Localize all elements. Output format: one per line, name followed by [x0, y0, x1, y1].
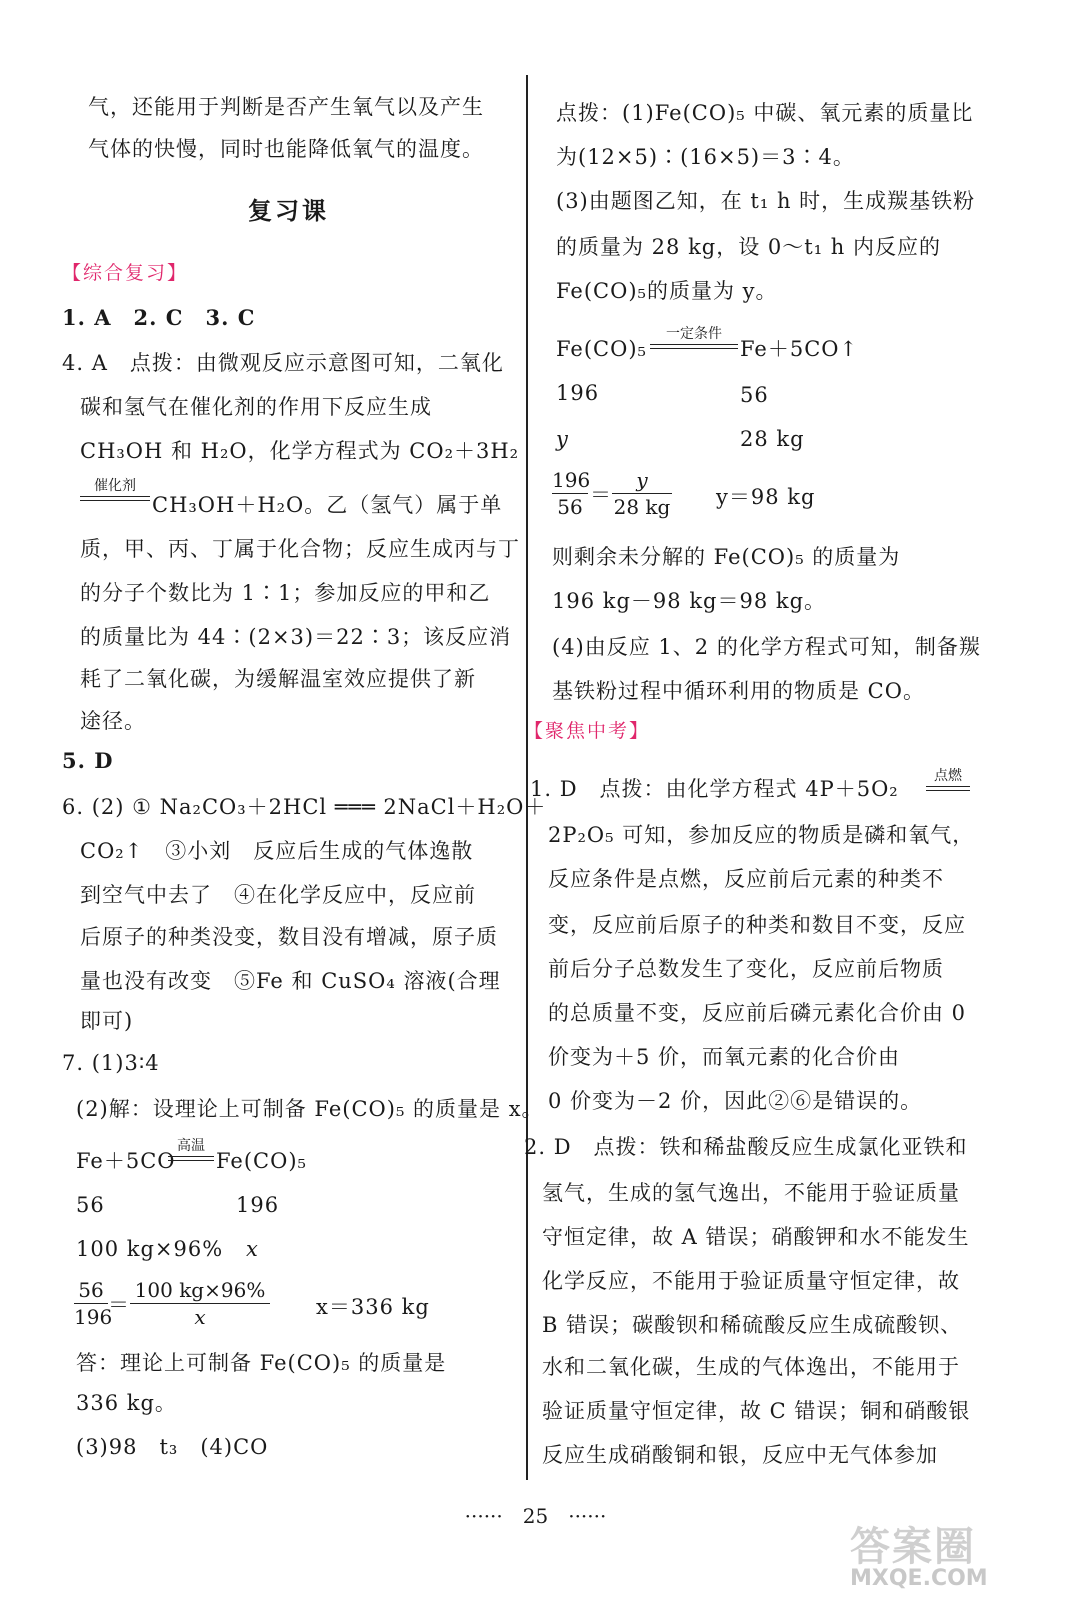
answer-line: 1. A 2. C 3. C	[62, 305, 256, 330]
text-line: 196 kg－98 kg＝98 kg。	[552, 589, 827, 613]
text-line: 水和二氧化碳，生成的气体逸出，不能用于	[542, 1355, 960, 1379]
text-line: 到空气中去了 ④在化学反应中，反应前	[80, 883, 476, 907]
text-line: 4. A 点拨：由微观反应示意图可知，二氧化	[62, 351, 504, 375]
section-tag: 【聚焦中考】	[524, 720, 651, 742]
text-line: 0 价变为－2 价，因此②⑥是错误的。	[548, 1089, 923, 1113]
mass-value: y	[556, 427, 569, 451]
text-line: 6. (2) ① Na₂CO₃＋2HCl ═══ 2NaCl＋H₂O＋	[62, 795, 547, 819]
watermark-logo: 答案圈 MXQE.COM	[850, 1524, 988, 1591]
section-tag: 【综合复习】	[62, 262, 189, 284]
mass-value: 100 kg×96%	[76, 1237, 224, 1261]
text-line: (4)由反应 1、2 的化学方程式可知，制备羰	[552, 635, 981, 659]
text-line: CH₃OH 和 H₂O，化学方程式为 CO₂＋3H₂	[80, 439, 520, 463]
text-line: CH₃OH＋H₂O。乙（氢气）属于单	[152, 493, 503, 517]
text-line: 的质量比为 44∶(2×3)＝22∶3；该反应消	[80, 625, 512, 649]
text-line: 即可)	[80, 1009, 134, 1033]
text-line: 气，还能用于判断是否产生氧气以及产生	[88, 95, 484, 119]
answer-line: 5. D	[62, 748, 114, 773]
text-line: 基铁粉过程中循环利用的物质是 CO。	[552, 679, 925, 703]
equals-sign: ＝	[108, 1293, 130, 1317]
text-line: 气体的快慢，同时也能降低氧气的温度。	[88, 137, 484, 161]
text-line: 前后分子总数发生了变化，反应前后物质	[548, 957, 944, 981]
fraction: 100 kg×96% x	[130, 1278, 270, 1329]
text-line: 化学反应，不能用于验证质量守恒定律，故	[542, 1269, 960, 1293]
text-line: 反应生成硝酸铜和银，反应中无气体参加	[542, 1443, 938, 1467]
text-line: 则剩余未分解的 Fe(CO)₅ 的质量为	[552, 545, 901, 569]
text-line: 的质量为 28 kg，设 0～t₁ h 内反应的	[556, 235, 942, 259]
text-line: 1. D 点拨：由化学方程式 4P＋5O₂	[530, 777, 899, 801]
text-line: 反应条件是点燃，反应前后元素的种类不	[548, 867, 944, 891]
mass-value: 28 kg	[740, 427, 805, 451]
fraction: 196 56	[552, 468, 591, 519]
text-line: 2P₂O₅ 可知，参加反应的物质是磷和氧气，	[548, 823, 975, 847]
mass-value: 56	[740, 383, 769, 407]
text-line: 量也没有改变 ⑤Fe 和 CuSO₄ 溶液(合理	[80, 969, 501, 993]
text-line: B 错误；碳酸钡和稀硫酸反应生成硫酸钡、	[542, 1313, 963, 1337]
text-line: 答：理论上可制备 Fe(CO)₅ 的质量是	[76, 1351, 447, 1375]
mass-value: x	[246, 1237, 259, 1261]
mass-value: 56	[76, 1193, 105, 1217]
reaction-condition: 高温	[168, 1138, 214, 1161]
reaction-condition: 点燃	[926, 768, 970, 791]
text-line: 氢气，生成的氢气逸出，不能用于验证质量	[542, 1181, 960, 1205]
equation-right: Fe＋5CO↑	[740, 337, 859, 361]
fraction: 56 196	[74, 1278, 113, 1329]
mass-value: 196	[556, 381, 600, 405]
fraction: y 28 kg	[613, 468, 671, 519]
text-line: 点拨：(1)Fe(CO)₅ 中碳、氧元素的质量比	[556, 101, 974, 125]
text-line: (2)解：设理论上可制备 Fe(CO)₅ 的质量是 x。	[76, 1097, 544, 1121]
text-line: 7. (1)3∶4	[62, 1051, 160, 1075]
text-line: 验证质量守恒定律，故 C 错误；铜和硝酸银	[542, 1399, 971, 1423]
text-line: 碳和氢气在催化剂的作用下反应生成	[80, 395, 432, 419]
text-line: Fe(CO)₅的质量为 y。	[556, 279, 778, 303]
result: y＝98 kg	[716, 485, 816, 509]
equals-sign: ＝	[590, 483, 612, 507]
text-line: 质，甲、丙、丁属于化合物；反应生成丙与丁	[80, 537, 520, 561]
equation-left: Fe(CO)₅	[556, 337, 647, 361]
text-line: 价变为＋5 价，而氧元素的化合价由	[548, 1045, 901, 1069]
column-divider	[526, 75, 528, 1480]
result: x＝336 kg	[316, 1295, 430, 1319]
text-line: 2. D 点拨：铁和稀盐酸反应生成氯化亚铁和	[524, 1135, 968, 1159]
text-line: 途径。	[80, 709, 146, 733]
text-line: 的分子个数比为 1∶1；参加反应的甲和乙	[80, 581, 491, 605]
text-line: 为(12×5)∶(16×5)＝3∶4。	[556, 145, 855, 169]
text-line: 的总质量不变，反应前后磷元素化合价由 0	[548, 1001, 967, 1025]
section-title: 复习课	[248, 196, 329, 225]
equation-right: Fe(CO)₅	[216, 1149, 307, 1173]
text-line: (3)由题图乙知，在 t₁ h 时，生成羰基铁粉	[556, 189, 976, 213]
text-line: (3)98 t₃ (4)CO	[76, 1435, 269, 1459]
text-line: CO₂↑ ③小刘 反应后生成的气体逸散	[80, 839, 474, 863]
page-number: ······ 25 ······	[464, 1504, 607, 1528]
text-line: 336 kg。	[76, 1391, 177, 1415]
reaction-condition: 催化剂	[80, 478, 150, 501]
text-line: 变，反应前后原子的种类和数目不变，反应	[548, 913, 966, 937]
reaction-condition: 一定条件	[650, 326, 738, 349]
mass-value: 196	[236, 1193, 280, 1217]
equation-left: Fe＋5CO	[76, 1149, 176, 1173]
text-line: 守恒定律，故 A 错误；硝酸钾和水不能发生	[542, 1225, 970, 1249]
text-line: 耗了二氧化碳，为缓解温室效应提供了新	[80, 667, 476, 691]
text-line: 后原子的种类没变，数目没有增减，原子质	[80, 925, 498, 949]
